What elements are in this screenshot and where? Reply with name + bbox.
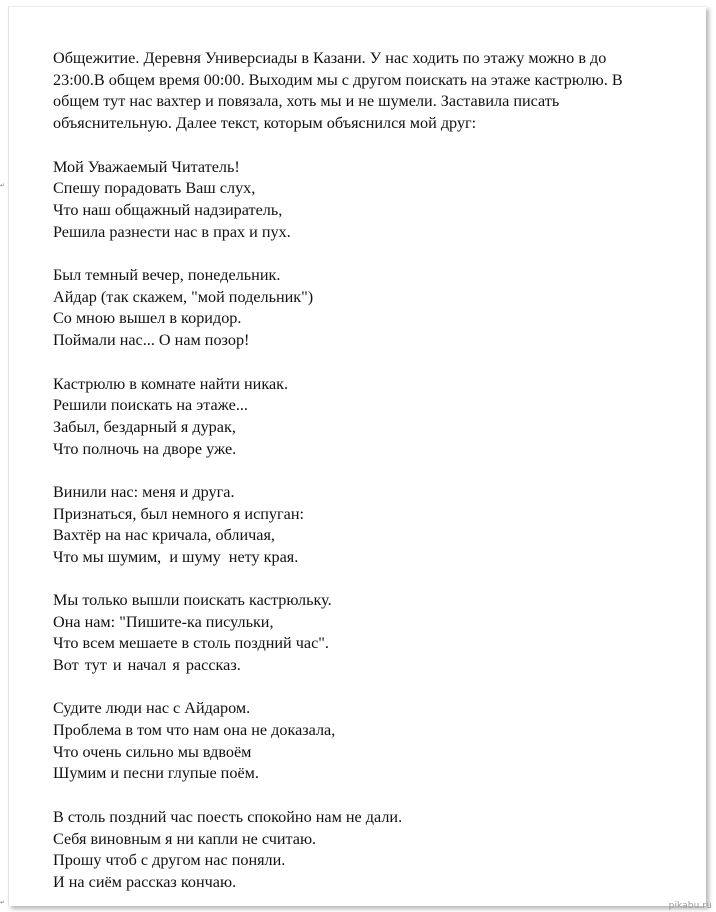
verse-line: Признаться, был немного я испуган: xyxy=(53,504,304,523)
document-page xyxy=(8,6,706,906)
verse-line: Был темный вечер, понедельник. xyxy=(53,266,281,284)
verse-line: Что очень сильно мы вдвоём xyxy=(53,742,252,761)
intro-line: объяснительную. Далее текст, которым объяснился мой друг: xyxy=(53,114,477,133)
intro-line: общем тут нас вахтер и повязала, хоть мы и не шумели. Заставила писать xyxy=(53,92,560,111)
verse-line: Спешу порадовать Ваш слух, xyxy=(53,179,256,198)
poem-stanza-2 xyxy=(53,265,653,352)
verse-line: Она нам: "Пишите-ка писульки, xyxy=(53,612,274,631)
verse-line: Что полночь на дворе уже. xyxy=(53,439,237,458)
verse-line: Вахтёр на нас кричала, обличая, xyxy=(53,526,275,545)
verse-line: Судите люди нас с Айдаром. xyxy=(53,699,251,718)
document-content xyxy=(53,48,653,894)
intro-line: 23:00.В общем время 00:00. Выходим мы с другом поискать на этаже кастрюлю. В xyxy=(53,70,623,89)
verse-line: Что всем мешаете в столь поздний час". xyxy=(53,634,329,653)
verse-line: Решили поискать на этаже... xyxy=(53,396,248,415)
margin-mark-icon: ↵ xyxy=(0,899,6,906)
verse-line: Шумим и песни глупые поём. xyxy=(53,764,259,783)
poem-stanza-6 xyxy=(53,698,653,785)
verse-line: Мы только вышли поискать кастрюльку. xyxy=(53,590,332,609)
site-watermark: pikabu.ru xyxy=(668,901,712,911)
verse-line: Айдар (так скажем, "мой подельник") xyxy=(53,287,314,306)
verse-line: Мой Уважаемый Читатель! xyxy=(53,157,240,176)
margin-mark-icon: ↵ xyxy=(0,182,6,189)
verse-line: Винили нас: меня и друга. xyxy=(53,483,235,501)
verse-line: Проблема в том что нам она не доказала, xyxy=(53,721,336,740)
verse-line: В столь поздний час поесть спокойно нам не дали. xyxy=(53,807,403,826)
verse-line: Вот тут и начал я рассказ. xyxy=(53,655,241,674)
verse-line: Решила разнести нас в прах и пух. xyxy=(53,222,291,241)
poem-stanza-4 xyxy=(53,482,653,569)
verse-line: Поймали нас... О нам позор! xyxy=(53,331,250,350)
intro-line: Общежитие. Деревня Универсиады в Казани. У нас ходить по этажу можно в до xyxy=(53,49,607,67)
poem-stanza-1 xyxy=(53,157,653,244)
poem-stanza-5 xyxy=(53,590,653,677)
verse-line: Что мы шумим, и шуму нету края. xyxy=(53,548,299,567)
verse-line: Себя виновным я ни капли не считаю. xyxy=(53,829,317,848)
verse-line: Кастрюлю в комнате найти никак. xyxy=(53,374,289,393)
verse-line: И на сиём рассказ кончаю. xyxy=(53,872,237,891)
verse-line: Со мною вышел в коридор. xyxy=(53,309,242,328)
verse-line: Забыл, бездарный я дурак, xyxy=(53,417,236,436)
verse-line: Что наш общажный надзиратель, xyxy=(53,200,283,219)
intro-paragraph xyxy=(53,48,653,135)
verse-line: Прошу чтоб с другом нас поняли. xyxy=(53,851,286,870)
poem-stanza-7 xyxy=(53,807,653,894)
poem-stanza-3 xyxy=(53,374,653,461)
